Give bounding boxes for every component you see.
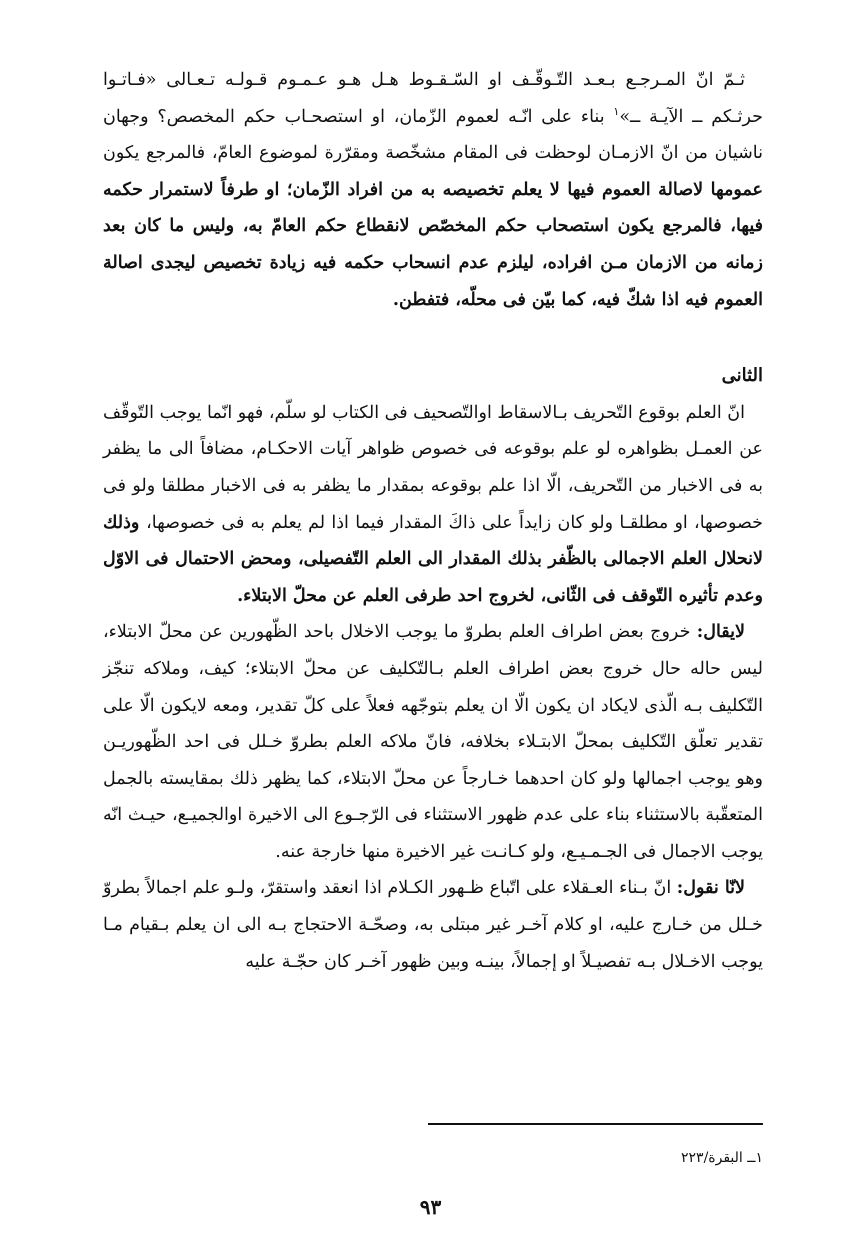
paragraph-3-text: خروج بعض اطراف العلم بطروّ ما يوجب الاخلال باحد الظّهورين عن محلّ الابتلاء، ليس حاله حال خروج بعض اطراف العلم بـالتّكليف عن محلّ الابتلاء؛ كيف، وملاكه تنجّز التّكليف بـه الّذى لايكاد ان يكون الّا ان يعلم بتوجّهه فعلاً على كلّ تقدير، ومعه لايكون الّا على تقدير تعلّق التّكليف بمحلّ الابتـلاء بخلافه، فانّ ملاكه العلم بطروّ خـلل فى احد الظّهوريـن وهو يوجب اجمالها ولو كان احدهما خـارجاً عن محلّ الابتلاء، كما يظهر ذلك بمقايسته بالجمل المتعقّبة بالاستثناء بناء على عدم ظهور الاستثناء فى الرّجـوع الى الاخيرة اوالجميـع، حيـث انّه يوجب الاجمال فى الجـمـيـع، ولو كـانـت غير الاخيرة منها خارجة عنه. [103, 622, 763, 862]
paragraph-4-label: لانّا نقول: [676, 878, 746, 899]
footnote-marker: ١ [613, 104, 620, 118]
paragraph-3 [103, 614, 763, 870]
paragraph-2-text: انّ العلم بوقوع التّحريف بـالاسقاط اوالتّصحيف فى الكتاب لو سلّم، فهو انّما يوجب التّوقّف عن العمـل بظواهره لو علم بوقوعه فى خصوص ظواهر آيات الاحكـام، مضافاً الى ما يظفر به فى الاخبار من التّحريف، الّا اذا علم بوقوعه بمقدار ما يظفر به فى الاخبار مطلقا ولو فى خصوصها، او مطلقـا ولو كان زايداً على ذاكَ المقدار فيما اذا لم يعلم به فى خصوصها، [103, 402, 763, 533]
paragraph-1-bold: عمومها لاصالة العموم فيها لا يعلم تخصيصه به من افراد الزّمان؛ او طرفاً لاستمرار حكمه فيها، فالمرجع يكون استصحاب حكم المخصّص لانقطاع حكم العامّ به، وليس ما كان بعد زمانه من الازمان مـن افراده، ليلزم عدم انسحاب حكمه فيه زيادة تخصيص ليجدى اصالة العموم فيه اذا شكّ فيه، كما بيّن فى محلّه، فتفطن. [103, 179, 763, 310]
paragraph-1-text: ثـمّ انّ المـرجـع بـعـد التّـوقّـف او السّـقـوط هـل هـو عـمـوم قـولـه تـعـالى «فـاتـوا حرثـكم ــ الآيـة ــ» [103, 70, 763, 127]
footnote-divider [428, 1123, 763, 1125]
paragraph-4 [103, 870, 763, 980]
paragraph-1 [103, 62, 763, 318]
footnote: ١ــ البقرة/٢٢٣ [681, 1150, 763, 1166]
paragraph-4-text: انّ بـناء العـقلاء على اتّباع ظـهور الكـلام اذا انعقد واستقرّ، ولـو علم اجمالاً بطروّ خـلل من خـارج عليه، او كلام آخـر غير مبتلى به، وصحّـة الاحتجاج بـه الى ان يعلم بـقيام مـا يوجب الاخـلال بـه تفصيـلاً او إجمالاً، بينـه وبين ظهور آخـر كان حجّـة عليه [103, 878, 763, 972]
paragraph-2-bold: وذلك لانحلال العلم الاجمالى بالظّفر بذلك المقدار الى العلم التّفصيلى، ومحض الاحتمال فى الاوّل وعدم تأثيره التّوقف فى الثّانى، لخروج احد طرفى العلم عن محلّ الابتلاء. [103, 512, 763, 606]
section-heading: الثانى [721, 365, 763, 387]
paragraph-2 [103, 395, 763, 615]
page-number: ٩٣ [419, 1195, 442, 1219]
paragraph-1-text-cont: بناء على انّـه لعموم الزّمان، او استصحـاب حكم المخصص؟ وجهان ناشيان من انّ الازمـان لوحظت فى المقام مشخّصة ومقرّرة لموضوع العامّ، فالمرجع يكون [103, 106, 763, 164]
page-body [103, 62, 763, 980]
paragraph-3-label: لايقال: [696, 622, 745, 643]
